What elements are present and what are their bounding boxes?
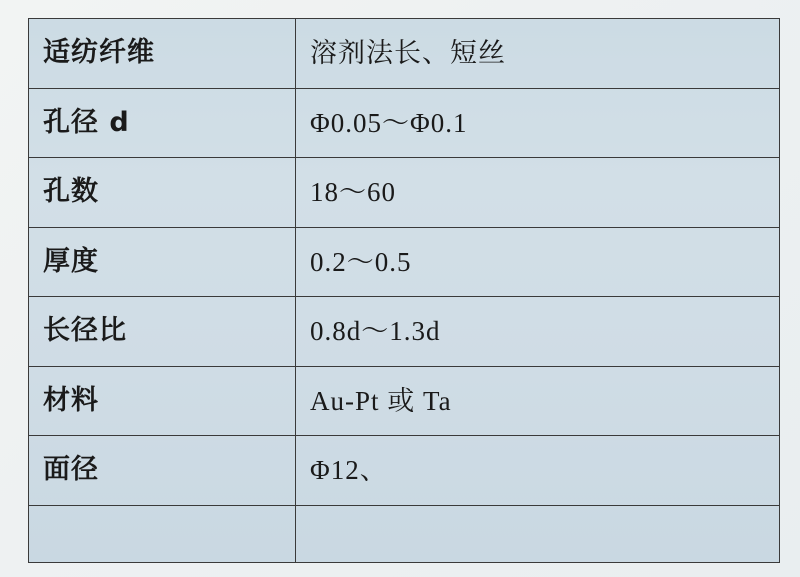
row-value-material: Au-Pt 或 Ta [296,366,780,436]
row-label-empty [29,506,296,563]
row-label-aspect-ratio: 长径比 [29,297,296,367]
row-label-material: 材料 [29,366,296,436]
row-value-face-diameter: Φ12、 [296,436,780,506]
table-row [29,436,780,506]
row-value-hole-count: 18～60 [296,158,780,228]
table-row [29,158,780,228]
table-row-empty [29,506,780,563]
table-row [29,366,780,436]
spinneret-spec-table [28,18,780,563]
row-label-hole-count: 孔数 [29,158,296,228]
table-row [29,19,780,89]
row-value-aspect-ratio: 0.8d～1.3d [296,297,780,367]
row-value-hole-diameter: Φ0.05～Φ0.1 [296,88,780,158]
row-value-empty [296,506,780,563]
table-row [29,297,780,367]
row-value-fiber-type: 溶剂法长、短丝 [296,19,780,89]
table-row [29,227,780,297]
row-label-thickness: 厚度 [29,227,296,297]
row-label-face-diameter: 面径 [29,436,296,506]
row-value-thickness: 0.2～0.5 [296,227,780,297]
row-label-hole-diameter: 孔径 d [29,88,296,158]
spec-table-container [28,18,780,563]
row-label-fiber-type: 适纺纤维 [29,19,296,89]
table-row [29,88,780,158]
table-body [29,19,780,563]
